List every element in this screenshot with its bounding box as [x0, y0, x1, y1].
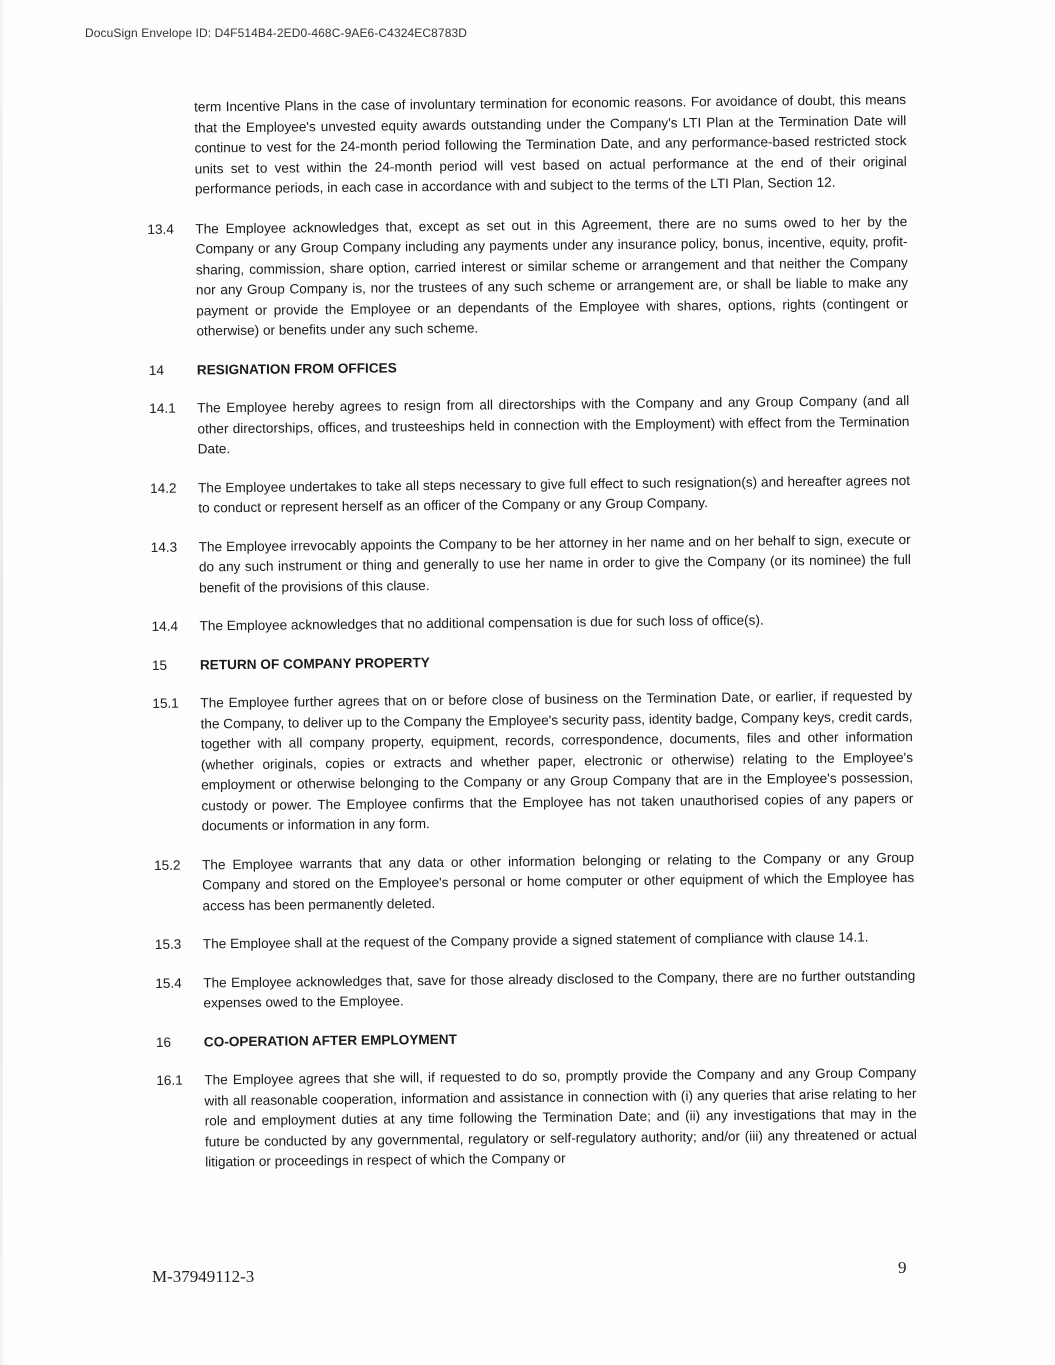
clause-text: The Employee acknowledges that no additional compensation is due for such loss of office(s).	[199, 612, 764, 634]
clause-15-3	[155, 927, 915, 955]
clause-text: The Employee shall at the request of the Company provide a signed statement of compliance with clause 14.1.	[202, 929, 869, 952]
clause-number: 15.4	[155, 975, 182, 991]
clause-number: 15.2	[153, 857, 181, 873]
clause-text: The Employee hereby agrees to resign from all directorships with the Company and any Group Company (and all other directorships, offices, and trusteeships held in connection with the Employment) with effect from the Termination Date.	[197, 393, 910, 457]
document-body	[146, 90, 917, 1191]
clause-text: The Employee further agrees that on or before close of business on the Termination Date, or earlier, if requested by the Company, to deliver up to the Company the Employee's security pass, identity badge, Company keys, credit cards, together with all company property, equipment, records, correspondence, documents, files and other information (whether originals, copies or extracts and whether paper, electronic or otherwise) relating to the Employee's employment or otherwise belonging to the Company or any Group Company that are in the Employee's possession, custody or power. The Employee confirms that the Employee has not taken unauthorised copies of any papers or documents or information in any form.	[200, 688, 914, 834]
section-16-heading	[156, 1024, 916, 1052]
clause-number: 14.3	[150, 539, 178, 555]
clause-14-4	[151, 609, 911, 637]
section-15-heading	[152, 648, 912, 676]
clause-text: The Employee warrants that any data or other information belonging or relating to the Company or any Group Company and stored on the Employee's personal or home computer or other equipment of which the Employee has access has been permanently deleted.	[201, 849, 915, 913]
clause-14-2	[150, 471, 910, 520]
clause-number: 13.4	[147, 221, 174, 237]
clause-text: The Employee undertakes to take all steps necessary to give full effect to such resignation(s) and hereafter agrees not to conduct or represent herself as an officer of the Company or any Group Company.	[198, 472, 911, 516]
page-number: 9	[898, 1258, 907, 1277]
clause-number: 14.1	[149, 400, 176, 416]
section-title: RETURN OF COMPANY PROPERTY	[199, 654, 430, 672]
clause-number: 16.1	[156, 1072, 183, 1088]
clause-14-3	[151, 530, 912, 599]
clause-15-2	[154, 847, 915, 916]
clause-number: 14.2	[150, 480, 177, 496]
docusign-envelope-id: DocuSign Envelope ID: D4F514B4-2ED0-468C-9AE6-C4324EC8783D	[85, 26, 468, 40]
clause-text: The Employee acknowledges that, except as set out in this Agreement, there are no sums owed to her by the Company or any Group Company including any payments under any insurance policy, bonus, incentive, equity, profit-sharing, commission, share option, carried interest or similar scheme or arrangement and that neither the Company nor any Group Company is, nor the trustees of any such scheme or arrangement are, or shall be liable to make any payment or provide the Employee or an dependants of the Employee with shares, options, rights (contingent or otherwise) or benefits under any such scheme.	[195, 213, 909, 339]
scan-edge	[0, 0, 3, 1365]
document-reference: M-37949112-3	[152, 1267, 255, 1286]
clause-text: The Employee acknowledges that, save for those already disclosed to the Company, there are no further outstanding expenses owed to the Employee.	[203, 967, 916, 1011]
section-title: CO-OPERATION AFTER EMPLOYMENT	[203, 1031, 457, 1049]
section-14-heading	[149, 353, 909, 381]
intro-continuation: term Incentive Plans in the case of involuntary termination for economic reasons. For avoidance of doubt, this means that the Employee's unvested equity awards outstanding under the Company's LTI Plan at the Termination Date will continue to vest for the 24-month period following the Termination Date, and any performance-based restricted stock units set to vest within the 24-month period will vest based on actual performance at the end of their original performance periods, in each case in accordance with and subject to the terms of the LTI Plan, Section 12.	[194, 92, 907, 197]
clause-15-1	[152, 686, 913, 837]
section-number: 16	[155, 1034, 172, 1050]
clause-number: 15.1	[152, 695, 179, 711]
clause-13-4	[147, 212, 908, 343]
clause-text: The Employee irrevocably appoints the Company to be her attorney in her name and on her behalf to sign, execute or do any such instrument or thing and generally to use her name in order to give the Company (or its nominee) the full benefit of the provisions of this clause.	[198, 531, 911, 595]
section-number: 15	[151, 657, 168, 673]
clause-number: 14.4	[151, 618, 179, 634]
clause-15-4	[155, 965, 915, 1014]
clause-16-1	[156, 1063, 917, 1173]
section-number: 14	[148, 362, 165, 378]
clause-14-1	[149, 391, 910, 460]
section-title: RESIGNATION FROM OFFICES	[196, 359, 397, 377]
clause-number: 15.3	[154, 936, 182, 952]
clause-text: The Employee agrees that she will, if requested to do so, promptly provide the Company and any Group Company with all reasonable cooperation, information and assistance in connection with (i) any queries that arise relating to her role and employment duties at any time following the Termination Date; and (ii) any investigations that may in the future be conducted by any governmental, regulatory or self-regulatory authority; and/or (iii) any threatened or actual litigation or proceedings in respect of which the Company or	[204, 1064, 917, 1170]
